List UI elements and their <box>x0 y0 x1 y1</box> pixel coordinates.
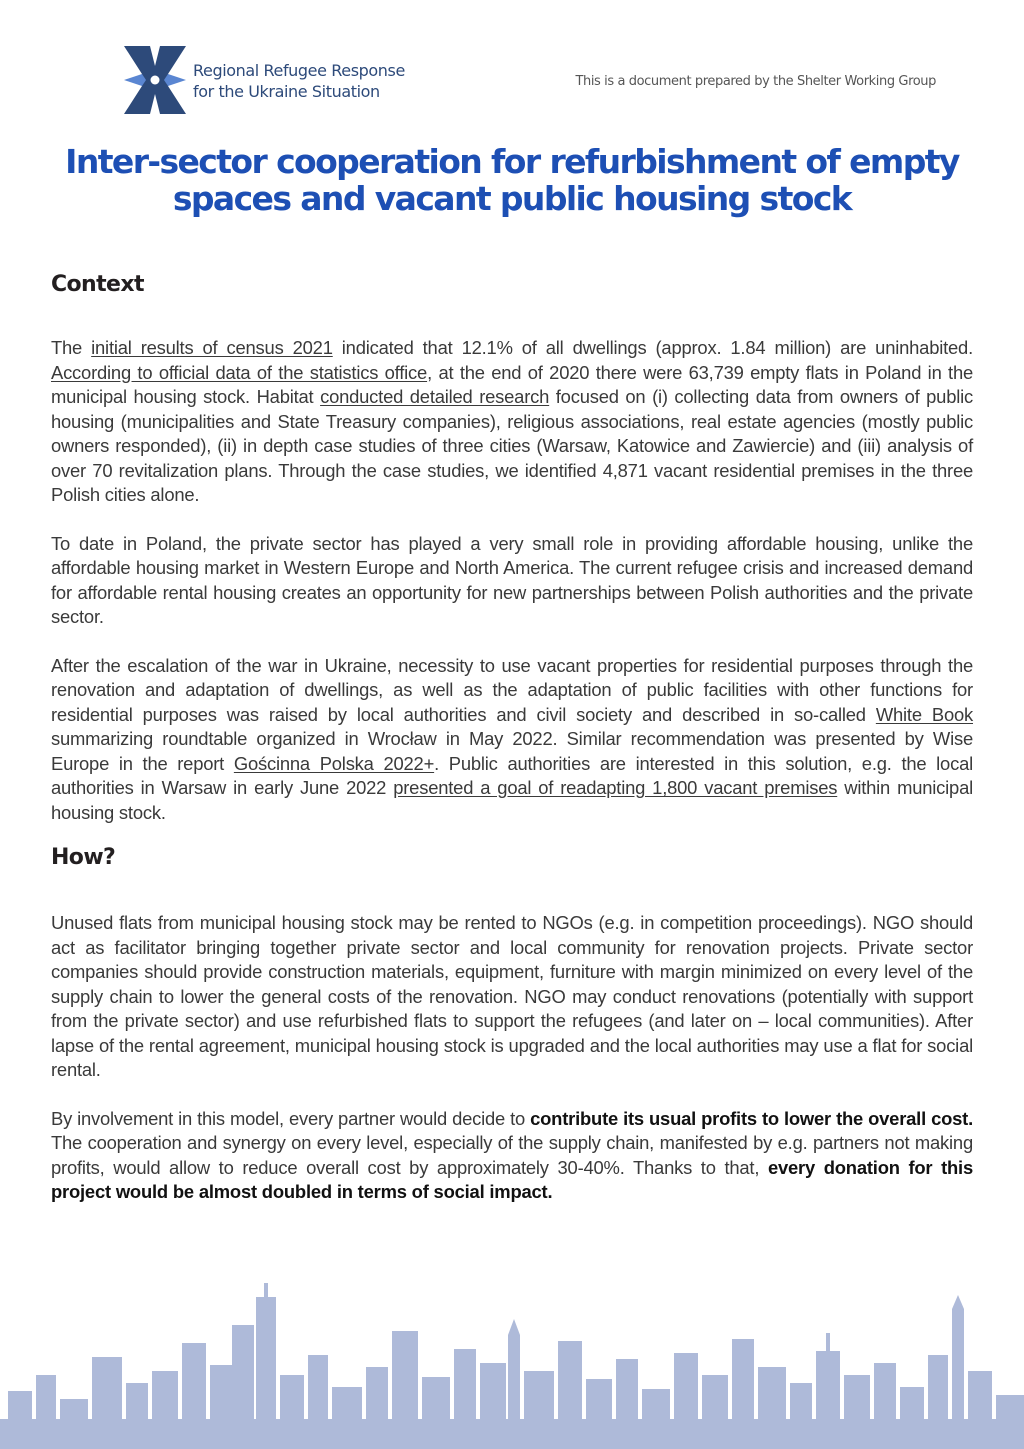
city-skyline-illustration <box>0 1279 1024 1449</box>
text-run: , at the end of 2020 there were 63,739 empty flats in Poland in the municipal housing stock. Habitat <box>51 361 974 407</box>
organization-name-line2: for the Ukraine Situation <box>193 82 380 101</box>
organization-name-line1: Regional Refugee Response <box>193 61 405 80</box>
text-run: After the escalation of the war in Ukraine, necessity to use vacant properties for residential purposes through the renovation and adaptation of dwellings, as well as the adaptation of public facilities with other functions for residential purposes was raised by local authorities and civil society and described in so-called <box>51 654 973 725</box>
context-heading: Context <box>51 272 144 297</box>
text-run: The cooperation and synergy on every level, especially of the supply chain, manifested by e.g. partners not making profits, would allow to reduce overall cost by approximately 30-40%. Thanks to that, <box>51 1132 973 1178</box>
text-run: focused on (i) collecting data from owners of public housing (municipalities and State Treasury companies), religious associations, real estate agencies (mostly public owners responded), (ii) in depth case studies of three cities (Warsaw, Katowice and Zawiercie) and (iii) analysis of over 70 revitalization plans. Through the case studies, we identified 4,871 vacant residential premises in the three Polish cities alone. <box>51 386 973 505</box>
statistics-office-link[interactable]: According to official data of the statistics office <box>51 361 428 383</box>
detailed-research-link[interactable]: conducted detailed research <box>320 386 550 407</box>
regional-refugee-response-logo <box>120 44 190 116</box>
readapting-premises-link[interactable]: presented a goal of readapting 1,800 vacant premises <box>393 777 838 798</box>
text-run: summarizing roundtable organized in Wrocław in May 2022. Similar recommendation was presented by Wise Europe in the report <box>51 728 973 774</box>
white-book-link[interactable]: White Book <box>875 703 973 725</box>
document-title-line1: Inter-sector cooperation for refurbishment of empty <box>65 142 959 181</box>
goscinna-polska-link[interactable]: Gościnna Polska 2022+ <box>233 752 435 774</box>
context-paragraph-2: To date in Poland, the private sector has played a very small role in providing affordable housing, unlike the affordable housing market in Western Europe and North America. The current refugee crisis and increased demand for affordable rental housing creates an opportunity for new partnerships between Polish authorities and the private sector. <box>51 532 973 627</box>
page-header <box>0 0 1024 130</box>
context-paragraph-3 <box>51 654 973 826</box>
how-paragraph-1: Unused flats from municipal housing stock may be rented to NGOs (e.g. in competition proceedings). NGO should act as facilitator bringing together private sector and local community for renovation projects. Private sector companies should provide construction materials, equipment, furniture with margin minimized on every level of the supply chain to lower the general costs of the renovation. NGO may conduct renovations (potentially with support from the private sector) and use refurbished flats to support the refugees (and later on – local communities). After lapse of the rental agreement, municipal housing stock is upgraded and the local authorities may use a flat for social rental. <box>51 912 973 1080</box>
text-run: By involvement in this model, every partner would decide to <box>51 1107 531 1129</box>
text-run: indicated that 12.1% of all dwellings (approx. 1.84 million) are uninhabited. <box>332 337 973 358</box>
how-paragraph-2 <box>51 1107 973 1205</box>
text-run: The <box>51 337 92 358</box>
census-2021-link[interactable]: initial results of census 2021 <box>91 337 333 358</box>
bold-text-run: every donation for this project would be almost doubled in terms of social impact. <box>51 1156 973 1202</box>
document-title <box>30 143 994 217</box>
document-body <box>51 270 973 1205</box>
bold-text-run: contribute its usual profits to lower the overall cost. <box>530 1107 973 1129</box>
text-run: within municipal housing stock. <box>51 777 973 823</box>
organization-name <box>193 60 405 102</box>
context-paragraph-1 <box>51 336 973 508</box>
how-heading: How? <box>51 845 116 870</box>
text-run: . Public authorities are interested in this solution, e.g. the local authorities in Warsaw in early June 2022 <box>51 752 973 798</box>
document-title-line2: spaces and vacant public housing stock <box>172 179 852 218</box>
prepared-by-note: This is a document prepared by the Shelter Working Group <box>575 74 936 89</box>
